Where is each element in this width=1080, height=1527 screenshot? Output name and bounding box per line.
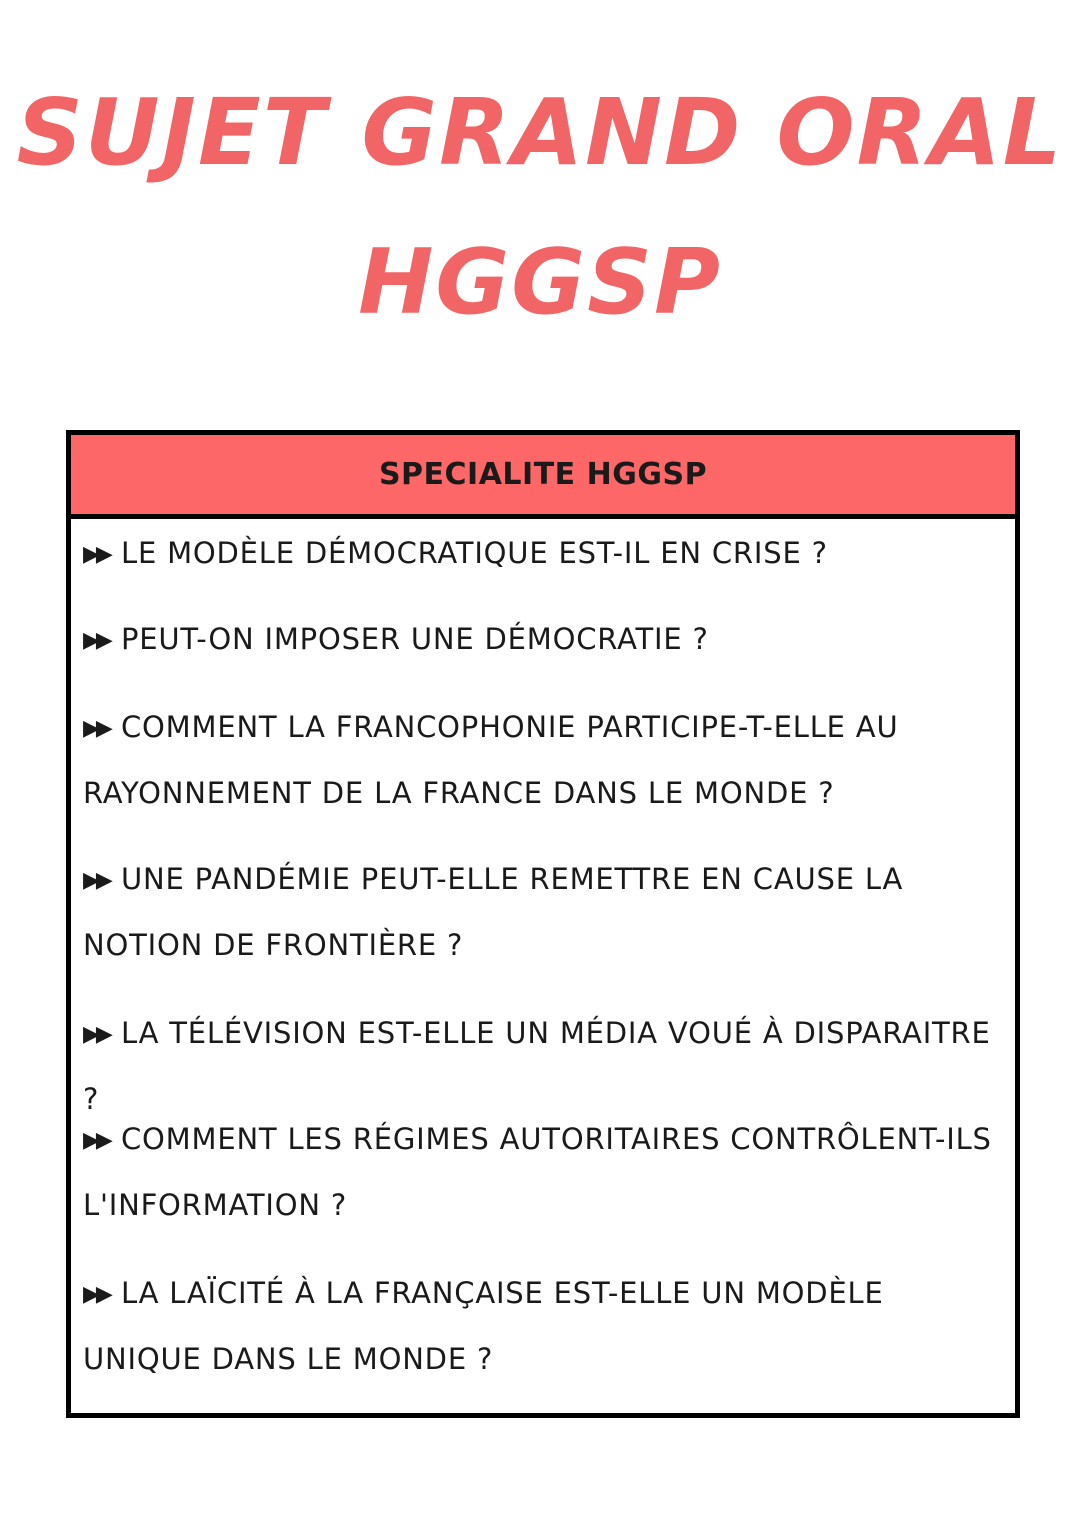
topic-item-7 xyxy=(83,1261,1003,1392)
double-arrow-icon: ▶▶ xyxy=(83,868,109,893)
topic-text: LA LAÏCITÉ À LA FRANÇAISE EST-ELLE UN MODÈLE UNIQUE DANS LE MONDE ? xyxy=(83,1276,884,1376)
topic-text: UNE PANDÉMIE PEUT-ELLE REMETTRE EN CAUSE LA NOTION DE FRONTIÈRE ? xyxy=(83,862,904,962)
page-title-line-1: SUJET GRAND ORAL xyxy=(16,79,1064,186)
double-arrow-icon: ▶▶ xyxy=(83,1128,109,1153)
topic-text: LA TÉLÉVISION EST-ELLE UN MÉDIA VOUÉ À DISPARAITRE ? xyxy=(83,1016,991,1116)
card-header: SPECIALITE HGGSP xyxy=(71,435,1015,519)
topic-text: COMMENT LES RÉGIMES AUTORITAIRES CONTRÔLENT-ILS L'INFORMATION ? xyxy=(83,1122,992,1222)
topic-item-4 xyxy=(83,847,1003,978)
topic-item-6 xyxy=(83,1107,1003,1238)
double-arrow-icon: ▶▶ xyxy=(83,628,109,653)
double-arrow-icon: ▶▶ xyxy=(83,1282,109,1307)
topics-card xyxy=(66,430,1020,1418)
topic-text: LE MODÈLE DÉMOCRATIQUE EST-IL EN CRISE ? xyxy=(121,536,828,570)
double-arrow-icon: ▶▶ xyxy=(83,716,109,741)
double-arrow-icon: ▶▶ xyxy=(83,542,109,567)
topic-item-3 xyxy=(83,695,1003,826)
topic-text: PEUT-ON IMPOSER UNE DÉMOCRATIE ? xyxy=(121,622,709,656)
double-arrow-icon: ▶▶ xyxy=(83,1022,109,1047)
topic-item-2 xyxy=(83,607,1003,673)
page-title-line-2: HGGSP xyxy=(358,230,722,335)
topic-text: COMMENT LA FRANCOPHONIE PARTICIPE-T-ELLE AU RAYONNEMENT DE LA FRANCE DANS LE MONDE ? xyxy=(83,710,899,810)
topic-item-1 xyxy=(83,521,1003,587)
